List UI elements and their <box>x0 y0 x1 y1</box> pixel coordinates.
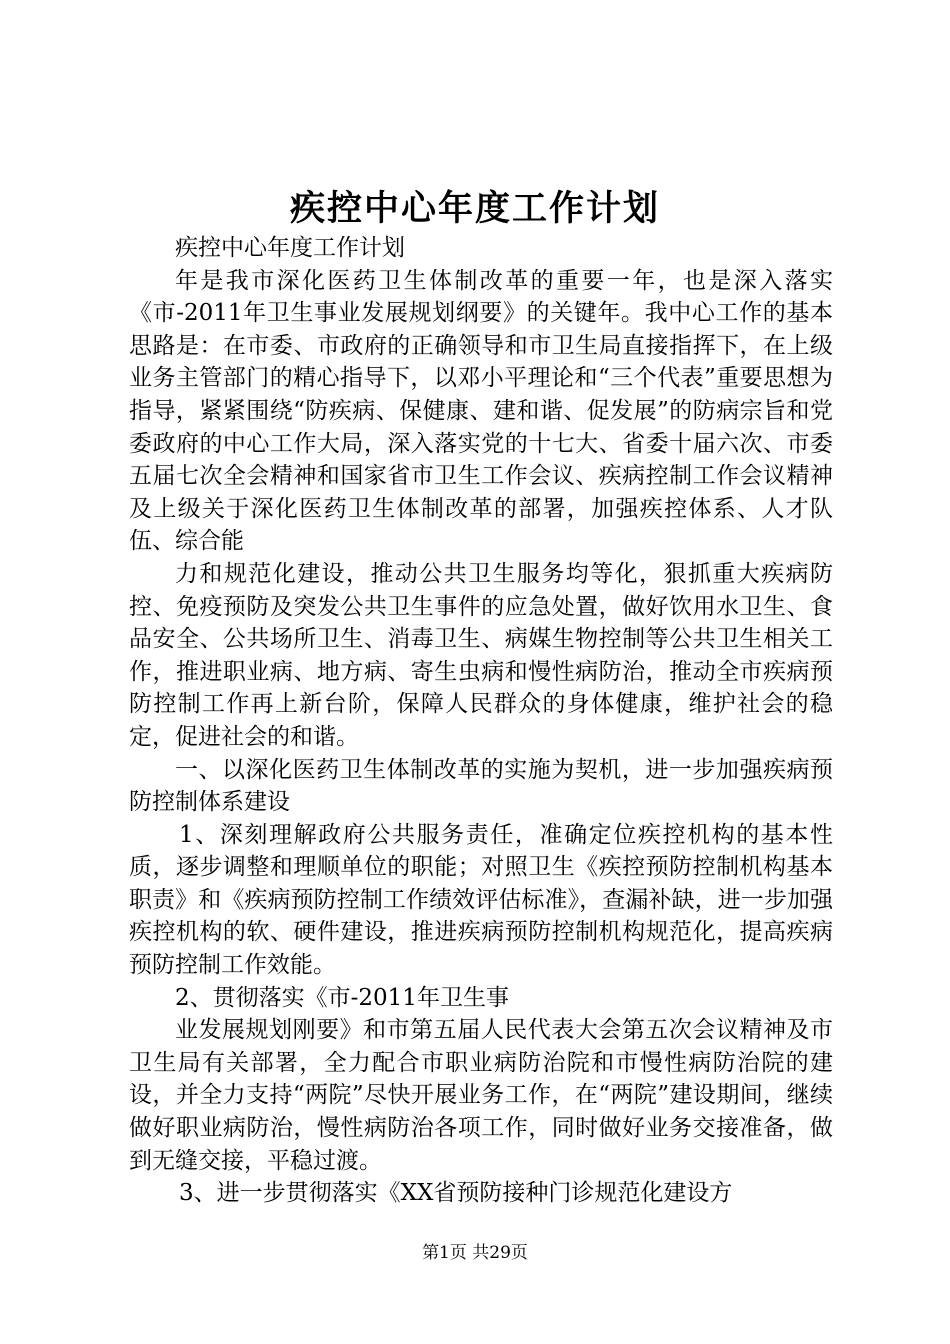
document-body <box>129 232 833 1210</box>
paragraph-intro: 年是我市深化医药卫生体制改革的重要一年，也是深入落实《市-2011年卫生事业发展规划纲要》的关键年。我中心工作的基本思路是：在市委、市政府的正确领导和市卫生局直接指挥下，在上级业务主管部门的精心指导下，以邓小平理论和“三个代表”重要思想为指导，紧紧围绕“防疾病、保健康、建和谐、促发展”的防病宗旨和党委政府的中心工作大局，深入落实党的十七大、省委十届六次、市委五届七次全会精神和国家省市卫生工作会议、疾病控制工作会议精神及上级关于深化医药卫生体制改革的部署，加强疾控体系、人才队伍、综合能 <box>129 267 833 555</box>
list-item-3: 3、进一步贯彻落实《XX省预防接种门诊规范化建设方 <box>179 1180 733 1207</box>
paragraph-intro-continued: 力和规范化建设，推动公共卫生服务均等化，狠抓重大疾病防控、免疫预防及突发公共卫生事件的应急处置，做好饮用水卫生、食品安全、公共场所卫生、消毒卫生、病媒生物控制等公共卫生相关工作，推进职业病、地方病、寄生虫病和慢性病防治，推动全市疾病预防控制工作再上新台阶，保障人民群众的身体健康，维护社会的稳定，促进社会的和谐。 <box>129 560 833 750</box>
document-title: 疾控中心年度工作计划 <box>289 188 660 229</box>
list-item-1: 1、深刻理解政府公共服务责任，准确定位疾控机构的基本性质，逐步调整和理顺单位的职能；对照卫生《疾控预防控制机构基本职责》和《疾病预防控制工作绩效评估标准》，查漏补缺，进一步加强疾控机构的软、硬件建设，推进疾病预防控制机构规范化，提高疾病预防控制工作效能。 <box>129 821 833 979</box>
list-item-2-continued: 业发展规划刚要》和市第五届人民代表大会第五次会议精神及市卫生局有关部署，全力配合市职业病防治院和市慢性病防治院的建设，并全力支持“两院”尽快开展业务工作，在“两院”建设期间，继续做好职业病防治，慢性病防治各项工作，同时做好业务交接准备，做到无缝交接，平稳过渡。 <box>129 1017 833 1174</box>
section-heading-1: 一、以深化医药卫生体制改革的实施为契机，进一步加强疾病预防控制体系建设 <box>129 756 833 816</box>
page-footer: 第1页 共29页 <box>422 1243 528 1263</box>
list-item-2: 2、贯彻落实《市-2011年卫生事 <box>175 984 509 1011</box>
paragraph-subtitle: 疾控中心年度工作计划 <box>175 235 405 261</box>
